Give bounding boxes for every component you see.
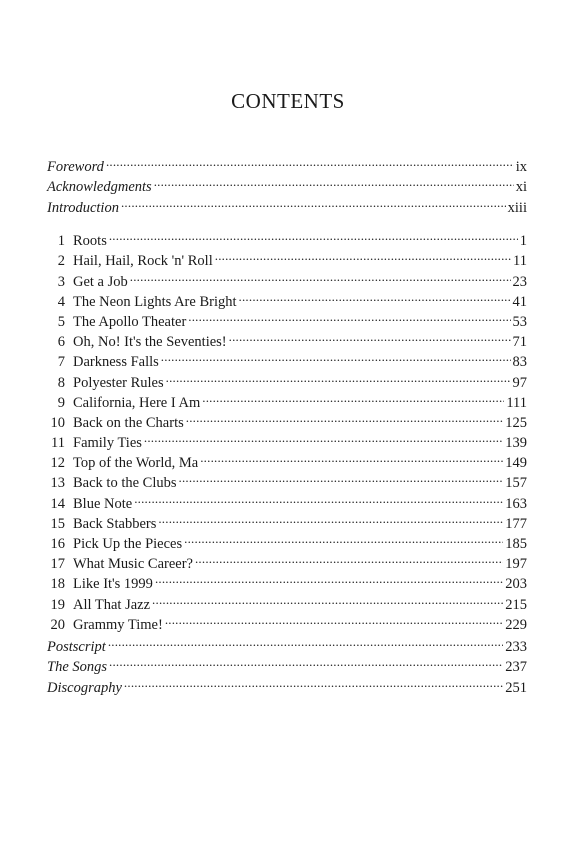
dot-leader — [152, 588, 503, 608]
page-number: 97 — [512, 374, 527, 391]
page-number: xiii — [507, 199, 527, 216]
page-number: 197 — [505, 556, 527, 573]
page-number: 83 — [512, 354, 527, 371]
page-number: 251 — [505, 679, 527, 696]
chapter-number: 18 — [50, 576, 65, 593]
chapter-number: 20 — [50, 616, 65, 633]
entry-title: Acknowledgments — [47, 179, 152, 196]
chapter-number: 17 — [50, 556, 65, 573]
chapter-title: Blue Note — [73, 495, 133, 512]
chapter-title: Like It's 1999 — [73, 576, 153, 593]
chapter-number: 12 — [50, 455, 65, 472]
dot-leader — [158, 508, 503, 528]
chapter-title: Pick Up the Pieces — [73, 536, 183, 552]
front-matter-list — [47, 151, 527, 216]
page-number: 111 — [506, 394, 527, 411]
chapter-title: Family Ties — [73, 435, 142, 452]
dot-leader — [215, 245, 511, 265]
chapter-number: 16 — [50, 536, 65, 552]
page-number: 185 — [505, 536, 527, 552]
chapter-title: Back Stabbers — [73, 515, 157, 532]
page-number: 1 — [519, 233, 527, 250]
front-matter-entry — [47, 171, 527, 196]
chapter-title: All That Jazz — [73, 596, 151, 613]
dot-leader — [109, 651, 503, 671]
chapter-title: Hail, Hail, Rock 'n' Roll — [73, 253, 213, 270]
chapter-number: 19 — [50, 596, 65, 613]
page-number: xi — [515, 179, 527, 196]
dot-leader — [184, 528, 503, 548]
chapter-title: Grammy Time! — [73, 616, 163, 633]
dot-leader — [121, 191, 506, 211]
chapter-title: California, Here I Am — [73, 394, 201, 411]
page-number: 233 — [505, 639, 527, 656]
chapter-number: 11 — [51, 435, 65, 452]
chapter-entry — [47, 225, 527, 250]
chapter-number: 9 — [57, 394, 65, 411]
entry-title: The Songs — [47, 659, 108, 676]
page-title: CONTENTS — [231, 89, 345, 113]
entry-title: Discography — [47, 679, 122, 696]
back-matter-entry — [47, 651, 527, 676]
chapter-number: 15 — [50, 515, 65, 532]
chapter-number: 7 — [57, 354, 65, 371]
page-number: 203 — [505, 576, 527, 593]
chapter-title: Top of the World, Ma — [73, 455, 199, 472]
chapter-title: What Music Career? — [73, 556, 193, 573]
dot-leader — [154, 171, 514, 191]
chapter-title: The Apollo Theater — [73, 313, 187, 330]
chapter-number: 3 — [57, 273, 65, 290]
dot-leader — [186, 407, 504, 427]
chapter-list — [47, 225, 527, 633]
chapter-number: 5 — [57, 313, 65, 330]
chapter-number: 4 — [57, 293, 65, 310]
entry-title: Postscript — [47, 639, 106, 656]
chapter-title: Get a Job — [73, 273, 128, 290]
page-number: 125 — [505, 414, 527, 431]
entry-title: Foreword — [47, 159, 104, 176]
page-number: 157 — [505, 475, 527, 492]
back-matter-entry — [47, 671, 527, 696]
page-number: 229 — [505, 616, 527, 633]
page-number: 237 — [505, 659, 527, 676]
dot-leader — [195, 548, 503, 568]
dot-leader — [155, 568, 503, 588]
front-matter-entry — [47, 151, 527, 176]
chapter-title: Darkness Falls — [73, 354, 159, 371]
dot-leader — [202, 387, 504, 407]
page-number: 163 — [505, 495, 527, 512]
dot-leader — [124, 671, 503, 691]
dot-leader — [144, 427, 503, 447]
dot-leader — [134, 487, 503, 507]
chapter-title: Roots — [73, 233, 107, 250]
page-number: 11 — [513, 253, 527, 270]
dot-leader — [166, 366, 511, 386]
page-number: 149 — [505, 455, 527, 472]
chapter-title: Back to the Clubs — [73, 475, 177, 492]
dot-leader — [239, 286, 511, 306]
chapter-number: 2 — [57, 253, 65, 270]
chapter-title: Oh, No! It's the Seventies! — [73, 334, 227, 351]
chapter-title: Back on the Charts — [73, 414, 184, 431]
page-number: 53 — [512, 313, 527, 330]
dot-leader — [106, 151, 514, 171]
page-number: 139 — [505, 435, 527, 452]
page-number: 71 — [512, 334, 527, 351]
page-number: 23 — [512, 273, 527, 290]
dot-leader — [130, 265, 511, 285]
chapter-number: 8 — [57, 374, 65, 391]
page-number: ix — [515, 159, 527, 176]
chapter-number: 14 — [50, 495, 65, 512]
dot-leader — [109, 225, 518, 245]
dot-leader — [188, 306, 510, 326]
dot-leader — [161, 346, 511, 366]
page-number: 41 — [512, 293, 527, 310]
back-matter-entry — [47, 631, 527, 656]
dot-leader — [179, 467, 504, 487]
dot-leader — [200, 447, 503, 467]
page-number: 215 — [505, 596, 527, 613]
chapter-number: 6 — [57, 334, 65, 351]
dot-leader — [229, 326, 511, 346]
page-number: 177 — [505, 515, 527, 532]
dot-leader — [165, 609, 503, 629]
chapter-title: Polyester Rules — [73, 374, 164, 391]
entry-title: Introduction — [47, 199, 119, 216]
back-matter-list — [47, 631, 527, 696]
chapter-number: 13 — [50, 475, 65, 492]
chapter-entry — [47, 245, 527, 270]
dot-leader — [108, 631, 503, 651]
chapter-number: 1 — [57, 233, 65, 250]
chapter-number: 10 — [50, 414, 65, 431]
chapter-title: The Neon Lights Are Bright — [73, 293, 237, 310]
